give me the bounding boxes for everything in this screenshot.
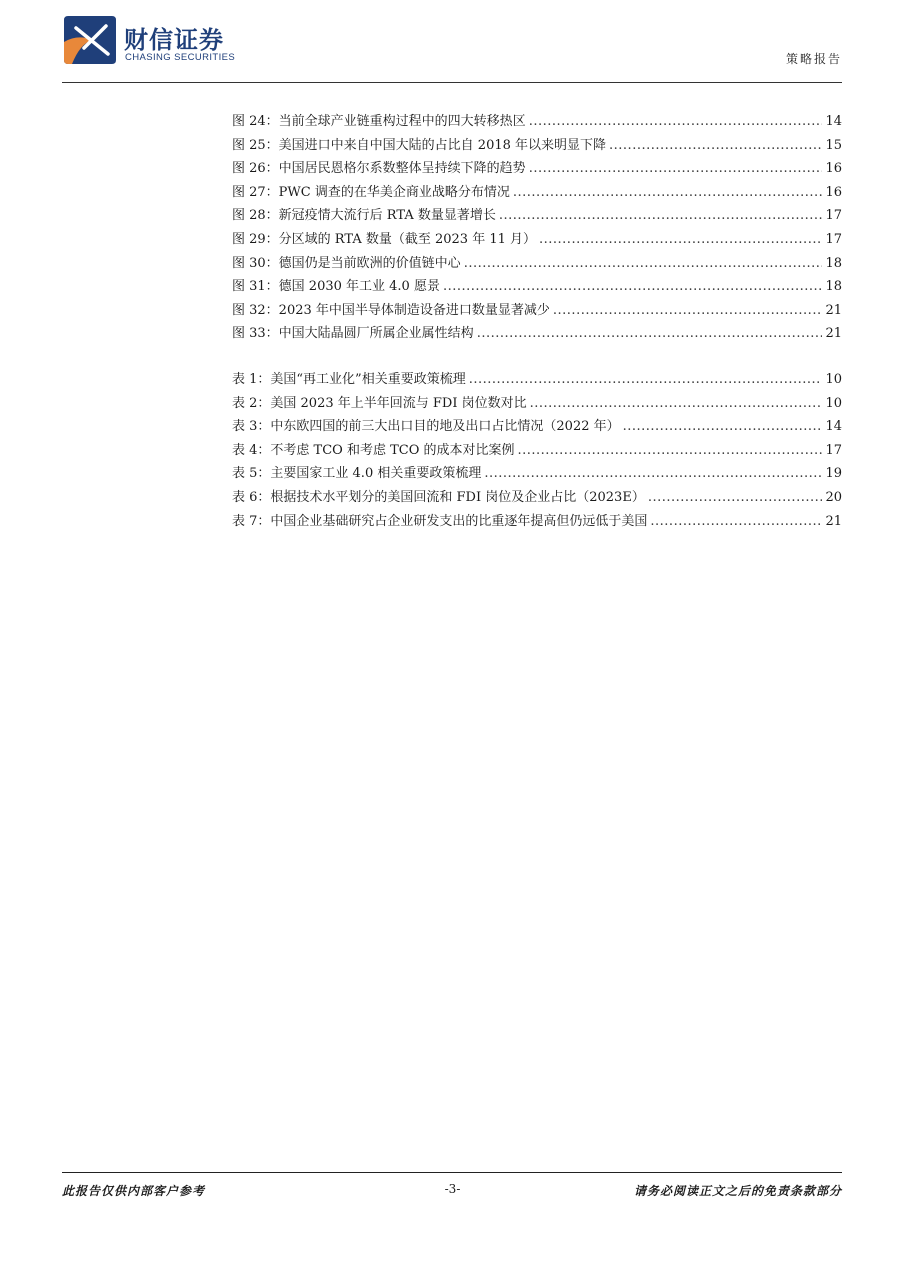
brand-name-chinese: 财信证券 <box>124 26 224 54</box>
toc-entry[interactable] <box>232 110 842 134</box>
toc-entry-page: 16 <box>825 161 842 177</box>
brand-name-english: CHASING SECURITIES <box>125 52 236 63</box>
toc-entry[interactable] <box>232 439 842 463</box>
report-type-label: 策略报告 <box>785 52 842 66</box>
toc-leader-dots <box>469 372 823 387</box>
toc-entry-title: 图 33：中国大陆晶圆厂所属企业属性结构 <box>232 326 474 342</box>
toc-entry-page: 10 <box>825 395 842 411</box>
toc-entry-page: 18 <box>825 255 842 271</box>
toc-entry-page: 17 <box>825 208 842 224</box>
toc-leader-dots <box>650 514 822 529</box>
toc-entry[interactable] <box>232 228 842 252</box>
toc-entry-page: 10 <box>825 372 842 387</box>
toc-entry-title: 表 6：根据技术水平划分的美国回流和 FDI 岗位及企业占比（2023E） <box>232 489 645 505</box>
toc-entry[interactable] <box>232 486 842 510</box>
toc-leader-dots <box>530 396 823 411</box>
toc-entry-page: 21 <box>825 513 842 529</box>
toc-entry[interactable] <box>232 157 842 181</box>
toc-entry-page: 21 <box>825 326 842 342</box>
toc-entry-title: 图 31：德国 2030 年工业 4.0 愿景 <box>232 279 440 295</box>
toc-entry-title: 图 24：当前全球产业链重构过程中的四大转移热区 <box>232 114 526 129</box>
toc-entry[interactable] <box>232 462 842 486</box>
toc-leader-dots <box>443 279 822 294</box>
toc-entry-page: 18 <box>825 279 842 295</box>
footer-disclaimer-right: 请务必阅读正文之后的免责条款部分 <box>633 1184 842 1198</box>
toc-leader-dots <box>609 138 822 153</box>
toc-entry-title: 图 28：新冠疫情大流行后 RTA 数量显著增长 <box>232 208 496 224</box>
toc-entry-title: 图 26：中国居民恩格尔系数整体呈持续下降的趋势 <box>232 161 526 177</box>
toc-entry[interactable] <box>232 252 842 276</box>
toc-entry[interactable] <box>232 181 842 205</box>
toc-leader-dots <box>529 161 823 176</box>
toc-leader-dots <box>484 466 822 481</box>
toc-entry[interactable] <box>232 322 842 346</box>
toc-leader-dots <box>499 208 823 223</box>
toc-leader-dots <box>648 490 823 505</box>
toc-entry[interactable] <box>232 368 842 392</box>
toc-entry-page: 14 <box>825 419 842 435</box>
toc-leader-dots <box>517 443 822 458</box>
toc-entry-page: 15 <box>825 137 842 153</box>
page-header <box>62 14 842 84</box>
toc-entry-title: 图 30：德国仍是当前欧洲的价值链中心 <box>232 255 461 271</box>
toc-entry-title: 表 5：主要国家工业 4.0 相关重要政策梳理 <box>232 466 482 482</box>
table-index-list <box>232 368 842 533</box>
chasing-securities-logo-icon <box>62 14 118 66</box>
header-divider <box>62 82 842 83</box>
toc-entry[interactable] <box>232 204 842 228</box>
toc-entry[interactable] <box>232 275 842 299</box>
toc-leader-dots <box>539 232 822 247</box>
toc-entry-page: 17 <box>825 442 842 458</box>
toc-entry[interactable] <box>232 134 842 158</box>
toc-entry-title: 图 27：PWC 调查的在华美企商业战略分布情况 <box>232 184 510 200</box>
toc-leader-dots <box>529 114 823 129</box>
toc-entry-title: 表 3：中东欧四国的前三大出口目的地及出口占比情况（2022 年） <box>232 419 620 435</box>
toc-entry-title: 表 2：美国 2023 年上半年回流与 FDI 岗位数对比 <box>232 395 527 411</box>
toc-entry-title: 表 4：不考虑 TCO 和考虑 TCO 的成本对比案例 <box>232 442 515 458</box>
toc-entry-title: 图 29：分区域的 RTA 数量（截至 2023 年 11 月） <box>232 231 537 247</box>
toc-leader-dots <box>623 419 823 434</box>
footer-page-number: -3- <box>444 1182 461 1196</box>
toc-leader-dots <box>464 256 823 271</box>
toc-entry-page: 20 <box>825 489 842 505</box>
toc-leader-dots <box>513 185 823 200</box>
toc-leader-dots <box>553 303 823 318</box>
toc-entry-page: 14 <box>825 114 842 129</box>
footer-disclaimer-left: 此报告仅供内部客户参考 <box>62 1184 206 1198</box>
toc-entry-title: 表 7：中国企业基础研究占企业研发支出的比重逐年提高但仍远低于美国 <box>232 513 648 529</box>
toc-entry-title: 图 32：2023 年中国半导体制造设备进口数量显著减少 <box>232 302 550 318</box>
toc-leader-dots <box>477 326 823 341</box>
toc-entry[interactable] <box>232 510 842 534</box>
toc-entry[interactable] <box>232 392 842 416</box>
toc-entry-page: 17 <box>825 231 842 247</box>
toc-entry-page: 19 <box>825 466 842 482</box>
toc-entry-page: 16 <box>825 184 842 200</box>
toc-entry[interactable] <box>232 299 842 323</box>
toc-entry-title: 图 25：美国进口中来自中国大陆的占比自 2018 年以来明显下降 <box>232 137 607 153</box>
figure-index-list <box>232 110 842 346</box>
toc-entry-page: 21 <box>825 302 842 318</box>
footer-divider <box>62 1172 842 1173</box>
toc-entry-title: 表 1：美国“再工业化”相关重要政策梳理 <box>232 372 466 387</box>
toc-entry[interactable] <box>232 415 842 439</box>
